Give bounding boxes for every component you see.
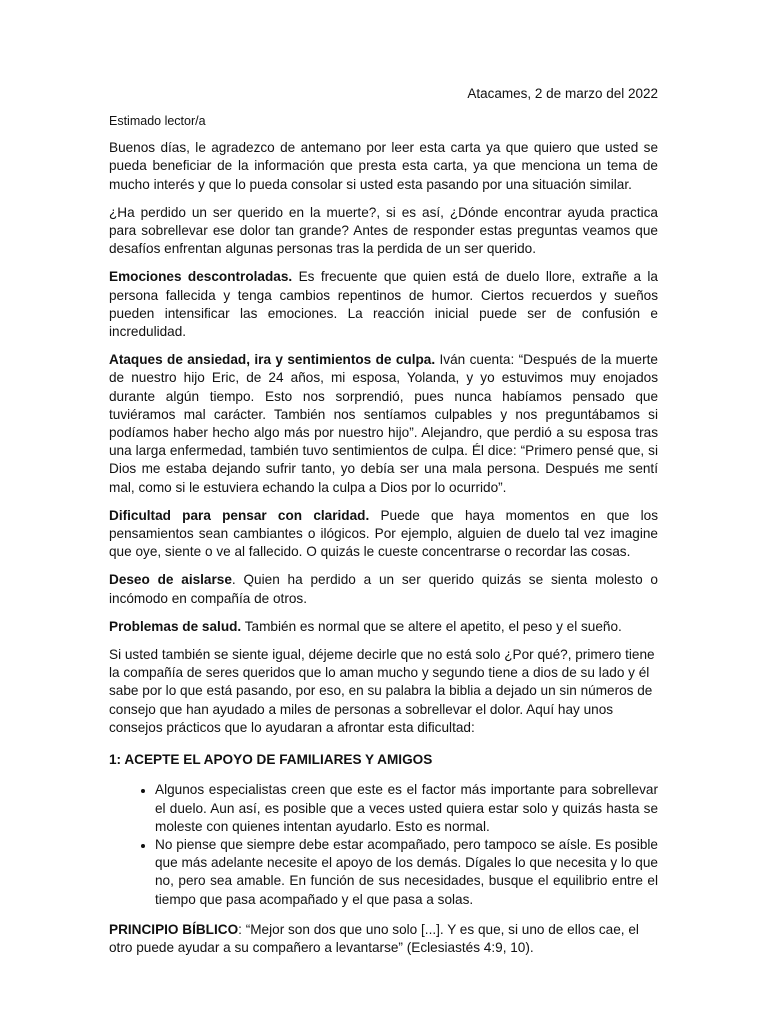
greeting: Estimado lector/a [109,114,206,128]
list-item: • Algunos especialistas creen que este es el factor más importante para sobrellevar el duelo. Aun así, es posible que a veces usted quiera estar solo y quizás hasta se moleste con quienes intentan ayudarlo. Esto es normal. [155,781,658,836]
isolation-body: . Quien ha perdido a un ser querido quizás se sienta molesto o incómodo en compañía de otros. [109,572,658,606]
question-paragraph: ¿Ha perdido un ser querido en la muerte?, si es así, ¿Dónde encontrar ayuda practica para sobrellevar ese dolor tan grande? Antes de responder estas preguntas veamos que desafíos enfrentan algunas personas tras la perdida de un ser querido. [109,204,658,257]
anxiety-paragraph [109,351,658,497]
health-body: También es normal que se altere el apetito, el peso y el sueño. [241,618,622,634]
intro-paragraph: Buenos días, le agradezco de antemano por leer esta carta ya que quiero que usted se pueda beneficiar de la información que presta esta carta, ya que menciona un tema de mucho interés y que lo pueda consolar si usted esta pasando por una situación similar. [109,140,658,192]
anxiety-body: Iván cuenta: “Después de la muerte de nuestro hijo Eric, de 24 años, mi esposa, Yolanda, y yo estuvimos muy enojados durante algún tiempo. Esto nos sorprendió, pues nunca habíamos pensado que tuviéramos mal carácter. También nos sentíamos culpables y nos preguntábamos si podíamos haber hecho algo más por nuestro hijo”. Alejandro, que perdió a su esposa tras una larga enfermedad, también tuvo sentimientos de culpa. Él dice: “Primero pensé que, si Dios me estaba dejando sufrir tanto, yo debía ser una mala persona. Después me sentí mal, como si le estuviera echando la culpa a Dios por lo ocurrido”. [109,352,658,495]
thinking-paragraph [109,507,658,562]
section-heading: 1: ACEPTE EL APOYO DE FAMILIARES Y AMIGOS [109,752,433,768]
principle-paragraph [109,921,658,957]
health-title: Problemas de salud. [109,618,242,634]
emotions-title: Emociones descontroladas. [109,269,293,285]
thinking-body: Puede que haya momentos en que los pensamientos sean cambiantes o ilógicos. Por ejemplo, alguien de duelo tal vez imagine que oye, siente o ve al fallecido. O quizás le cueste concentrarse o recordar las cosas. [109,507,659,560]
letter-date: Atacames, 2 de marzo del 2022 [467,86,658,101]
letter-body [109,112,658,967]
anxiety-title: Ataques de ansiedad, ira y sentimientos de culpa. [109,352,436,368]
isolation-paragraph [109,571,658,607]
principle-body: : “Mejor son dos que uno solo [...]. Y es que, si uno de ellos cae, el otro puede ayudar a su compañero a levantarse” (Eclesiastés 4:9, 10). [109,921,639,955]
thinking-title: Dificultad para pensar con claridad. [109,507,370,523]
emotions-paragraph [109,268,658,341]
advice-paragraph: Si usted también se siente igual, déjeme decirle que no está solo ¿Por qué?, primero tiene la compañía de seres queridos que lo aman mucho y segundo tiene a dios de su lado y él sabe por lo que está pasando, por eso, en su palabra la biblia a dejado un sin números de consejo que han ayudado a miles de personas a sobrellevar el dolor. Aquí hay unos consejos prácticos que lo ayudaran a afrontar esta dificultad: [109,647,655,735]
principle-title: PRINCIPIO BÍBLICO [109,921,239,937]
list-item: • No piense que siempre debe estar acompañado, pero tampoco se aísle. Es posible que más adelante necesite el apoyo de los demás. Dígales lo que necesita y lo que no, pero sea amable. En función de sus necesidades, busque el equilibrio entre el tiempo que pasa acompañado y el que pasa a solas. [155,836,658,909]
emotions-body: Es frecuente que quien está de duelo llore, extrañe a la persona fallecida y tenga cambios repentinos de humor. Ciertos recuerdos y sueños pueden intensificar las emociones. La reacción inicial puede ser de confusión e incredulidad. [109,269,658,340]
isolation-title: Deseo de aislarse [109,572,232,588]
advice-list [109,781,658,908]
health-paragraph [109,618,658,636]
